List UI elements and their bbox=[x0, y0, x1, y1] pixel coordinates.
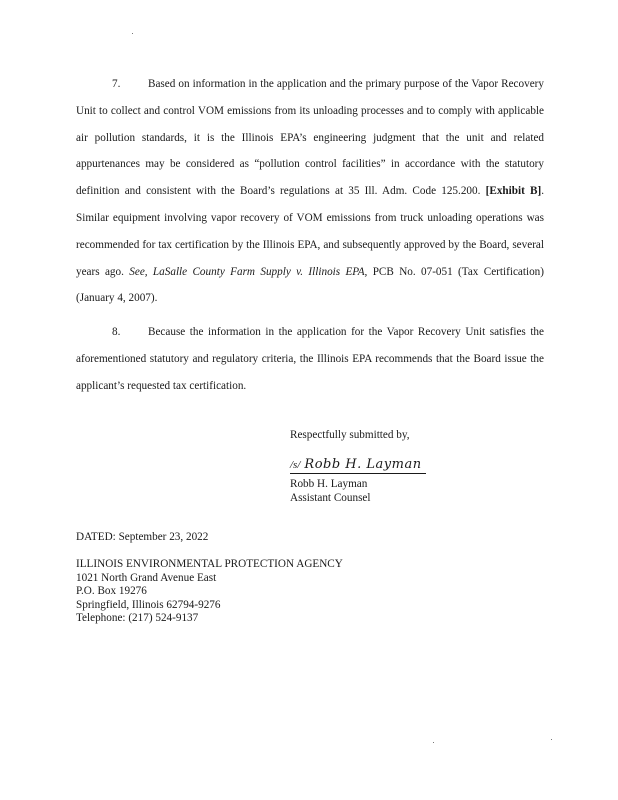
paragraph-7 bbox=[76, 71, 544, 312]
paragraph-8 bbox=[76, 319, 544, 399]
paragraph-number: 8. bbox=[112, 326, 121, 338]
exhibit-reference: [Exhibit B] bbox=[485, 185, 542, 198]
agency-street: 1021 North Grand Avenue East bbox=[76, 571, 217, 584]
case-citation: See, LaSalle County Farm Supply v. Illinois EPA, bbox=[129, 265, 368, 278]
paragraph-text: Because the information in the application for the Vapor Recovery Unit satisfies the aforementioned statutory and regulatory criteria, the Illinois EPA recommends that the Board issue the applicant’s requested tax certification. bbox=[76, 326, 544, 392]
signer-title: Assistant Counsel bbox=[290, 492, 371, 504]
scan-speck bbox=[433, 742, 434, 743]
closing-line bbox=[290, 428, 410, 442]
handwritten-signature: Robb H. Layman bbox=[304, 457, 422, 472]
paragraph-number: 7. bbox=[112, 78, 121, 90]
signer-block bbox=[290, 477, 371, 505]
agency-telephone: Telephone: (217) 524-9137 bbox=[76, 612, 199, 624]
date-text: DATED: September 23, 2022 bbox=[76, 531, 209, 543]
signer-name: Robb H. Layman bbox=[290, 478, 368, 490]
signature-underline bbox=[290, 458, 426, 474]
agency-po-box: P.O. Box 19276 bbox=[76, 585, 147, 597]
paragraph-text: PCB No. 07-051 (Tax Certification)(January 4, 2007). bbox=[76, 265, 545, 305]
scan-speck bbox=[132, 33, 133, 34]
closing-text: Respectfully submitted by, bbox=[290, 429, 410, 441]
signature-line bbox=[290, 458, 426, 474]
dated-line bbox=[76, 531, 208, 545]
agency-city: Springfield, Illinois 62794-9276 bbox=[76, 598, 221, 611]
scan-speck bbox=[551, 739, 552, 740]
agency-address-block bbox=[76, 558, 343, 626]
paragraph-text: Based on information in the application and the primary purpose of the Vapor Recovery Unit to collect and control VOM emissions from its unloading processes and to comply with applicable air pollution standards, it is the Illinois EPA’s engineering judgment that the unit and related appurtenances may be considered as “pollution control facilities” in accordance with the statutory definition and consistent with the Board’s regulations at 35 Ill. Adm. Code 125.200. bbox=[76, 78, 544, 198]
agency-name: ILLINOIS ENVIRONMENTAL PROTECTION AGENCY bbox=[76, 558, 343, 570]
paragraph-text: . Similar equipment involving vapor recovery of VOM emissions from truck unloading operations was recommended for tax certification by the Illinois EPA, and subsequently approved by the Board, several years ago. bbox=[76, 185, 544, 278]
electronic-signature-mark: /s/ bbox=[290, 459, 301, 471]
